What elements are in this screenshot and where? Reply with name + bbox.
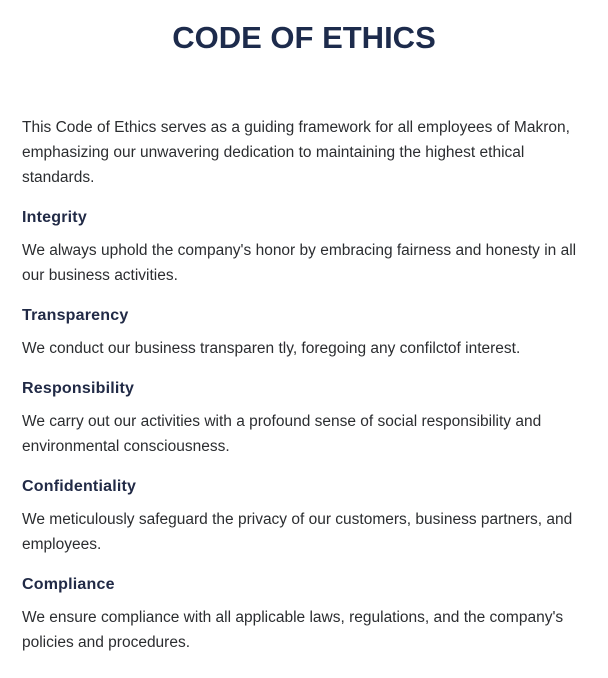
section-heading: Compliance <box>22 576 115 593</box>
section-body: We always uphold the company's honor by embracing fairness and honesty in all our business activities. <box>22 242 577 284</box>
section-body: We conduct our business transparen tly, foregoing any confilctof interest. <box>22 340 521 357</box>
section-compliance <box>22 575 586 655</box>
section-heading: Transparency <box>22 307 129 324</box>
page-title: CODE OF ETHICS <box>172 20 436 55</box>
section-body: We meticulously safeguard the privacy of our customers, business partners, and employees. <box>22 511 573 553</box>
section-heading: Responsibility <box>22 380 135 397</box>
section-heading: Integrity <box>22 209 87 226</box>
intro-paragraph: This Code of Ethics serves as a guiding framework for all employees of Makron, emphasizing our unwavering dedication to maintaining the highest ethical standards. <box>22 119 570 186</box>
section-responsibility <box>22 379 586 459</box>
section-integrity <box>22 208 586 288</box>
section-body: We carry out our activities with a profound sense of social responsibility and environmental consciousness. <box>22 413 542 455</box>
section-body: We ensure compliance with all applicable laws, regulations, and the company's policies and procedures. <box>22 609 564 651</box>
section-confidentiality <box>22 477 586 557</box>
section-transparency <box>22 306 586 361</box>
section-heading: Confidentiality <box>22 478 137 495</box>
